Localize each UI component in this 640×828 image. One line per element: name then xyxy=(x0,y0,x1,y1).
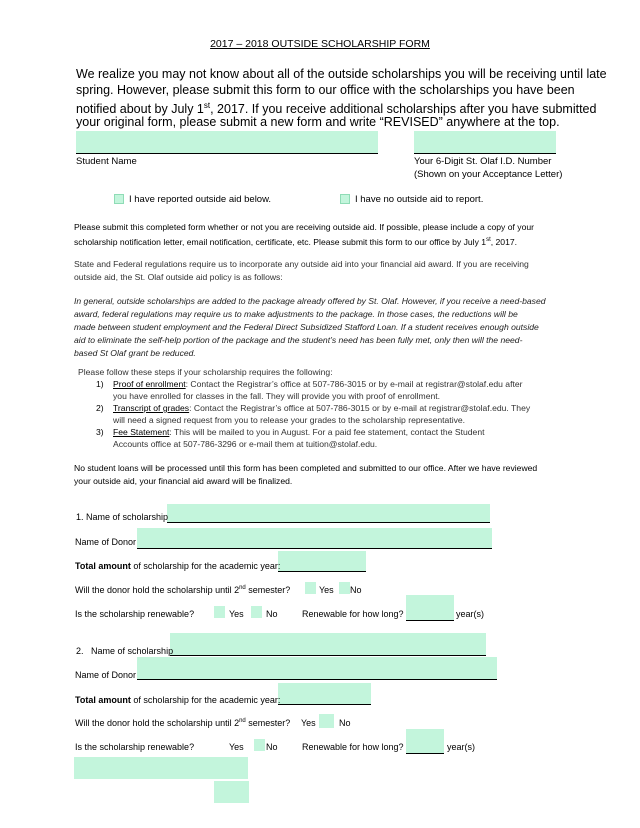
step-3-line-2: Accounts office at 507-786-3296 or e-mail them at tuition@stolaf.edu. xyxy=(113,439,378,449)
s1-hold-question: Will the donor hold the scholarship until 2nd semester? xyxy=(75,585,291,595)
s1-renew-no-label: No xyxy=(266,609,278,619)
s1-amount-field[interactable] xyxy=(278,551,366,571)
step-2-number: 2) xyxy=(96,403,104,413)
step-1-number: 1) xyxy=(96,379,104,389)
student-name-field[interactable] xyxy=(76,131,378,153)
student-id-label: Your 6-Digit St. Olaf I.D. Number xyxy=(414,156,552,167)
step-3-line-1: Fee Statement: This will be mailed to you in August. For a paid fee statement, contact the Student xyxy=(113,427,485,437)
step-1-line-1: Proof of enrollment: Contact the Registrar’s office at 507-786-3015 or by e-mail at registrar@stolaf.edu after xyxy=(113,379,523,389)
s1-hold-yes-box[interactable] xyxy=(305,582,316,594)
regs-line-2: outside aid, the St. Olaf outside aid policy is as follows: xyxy=(74,272,283,282)
student-name-line xyxy=(76,153,378,154)
s2-name-line xyxy=(170,655,486,656)
step-3-number: 3) xyxy=(96,427,104,437)
policy-line-5: based St Olaf grant be reduced. xyxy=(74,348,196,358)
s1-renew-no-box[interactable] xyxy=(251,606,262,618)
step-1-line-2: you have enrolled for classes in the fall. They will provide you with proof of enrollment. xyxy=(113,391,441,401)
s2-amount-field[interactable] xyxy=(278,683,371,704)
s2-donor-line xyxy=(137,679,497,680)
s1-donor-label: Name of Donor xyxy=(75,537,137,547)
policy-line-1: In general, outside scholarships are added to the package already offered by St. Olaf. However, if you receive a need-based xyxy=(74,296,546,306)
s1-donor-field[interactable] xyxy=(137,528,492,548)
no-aid-label: I have no outside aid to report. xyxy=(355,194,484,205)
s1-hold-no-box[interactable] xyxy=(339,582,350,594)
s1-renew-length-label: Renewable for how long? xyxy=(302,609,404,619)
intro-line-2: spring. However, please submit this form to our office with the scholarships you have been xyxy=(76,83,575,97)
s2-renew-yes-label: Yes xyxy=(229,742,244,752)
step-2-line-1: Transcript of grades: Contact the Registrar’s office at 507-786-3015 or by e-mail at registrar@stolaf.edu. They xyxy=(113,403,531,413)
s2-scholarship-name-field[interactable] xyxy=(170,633,486,655)
intro-line-4: your original form, please submit a new form and write “REVISED” anywhere at the top. xyxy=(76,115,560,129)
s2-amount-label: Total amount of scholarship for the academic year: xyxy=(75,695,281,705)
s1-hold-yes-label: Yes xyxy=(319,585,334,595)
s2-renew-length-label: Renewable for how long? xyxy=(302,742,404,752)
s1-renew-yes-label: Yes xyxy=(229,609,244,619)
submit-note-line-2: scholarship notification letter, email notification, certificate, etc. Please submit this form to our office by July 1st, 2017. xyxy=(74,236,518,247)
intro-line-1: We realize you may not know about all of the outside scholarships you will be receiving until late xyxy=(76,67,607,81)
s2-hold-no-label: No xyxy=(339,718,351,728)
policy-line-2: award, federal regulations may require us to make adjustments to the package. In those cases, the reductions will be xyxy=(74,309,518,319)
s2-donor-field[interactable] xyxy=(137,657,497,679)
s1-donor-line xyxy=(137,548,492,549)
reported-aid-label: I have reported outside aid below. xyxy=(129,194,272,205)
extra-field-1[interactable] xyxy=(74,757,248,779)
regs-line-1: State and Federal regulations require us to incorporate any outside aid into your financial aid award. If you are receiving xyxy=(74,259,529,269)
no-loans-line-2: your outside aid, your financial aid award will be finalized. xyxy=(74,476,293,486)
s2-renew-length-field[interactable] xyxy=(406,729,444,753)
student-id-field[interactable] xyxy=(414,131,556,153)
step-2-line-2: will need a signed request from you to release your grades to the scholarship representative. xyxy=(113,415,466,425)
s2-years-label: year(s) xyxy=(447,742,476,752)
s2-renew-no-label: No xyxy=(266,742,278,752)
s2-renew-yes-box[interactable] xyxy=(254,739,265,751)
s1-years-label: year(s) xyxy=(456,609,485,619)
s2-hold-yes-label: Yes xyxy=(301,718,316,728)
s1-renew-question: Is the scholarship renewable? xyxy=(75,609,195,619)
student-id-line xyxy=(414,153,556,154)
s2-amount-line xyxy=(278,704,371,705)
s2-donor-label: Name of Donor xyxy=(75,670,137,680)
s2-renew-length-line xyxy=(406,753,444,754)
extra-field-2[interactable] xyxy=(214,781,249,803)
steps-intro: Please follow these steps if your scholarship requires the following: xyxy=(78,367,333,377)
no-aid-checkbox[interactable] xyxy=(340,194,350,204)
s2-name-label: 2. Name of scholarship xyxy=(76,646,174,656)
submit-note-line-1: Please submit this completed form whether or not you are receiving outside aid. If possible, please include a copy of your xyxy=(74,222,535,232)
s2-hold-yes-box[interactable] xyxy=(319,714,334,728)
s1-scholarship-name-field[interactable] xyxy=(167,504,490,522)
s1-renew-length-field[interactable] xyxy=(406,595,454,620)
reported-aid-checkbox[interactable] xyxy=(114,194,124,204)
s1-renew-yes-box[interactable] xyxy=(214,606,225,618)
policy-line-3: made between student employment and the Federal Direct Subsidized Stafford Loan. If a student receives enough outside xyxy=(74,322,539,332)
s1-amount-label: Total amount of scholarship for the academic year: xyxy=(75,561,281,571)
policy-line-4: aid to eliminate the self-help portion of the package and the student’s need has been fully met, only then will the need- xyxy=(74,335,523,345)
intro-line-3: notified about by July 1st, 2017. If you receive additional scholarships after you have submitted xyxy=(76,101,597,117)
s2-hold-question: Will the donor hold the scholarship until 2nd semester? xyxy=(75,718,291,728)
s1-hold-no-label: No xyxy=(350,585,362,595)
s1-name-line xyxy=(167,522,490,523)
s1-amount-line xyxy=(278,571,366,572)
no-loans-line-1: No student loans will be processed until this form has been completed and submitted to our office. After we have reviewed xyxy=(74,463,538,473)
form-title: 2017 – 2018 OUTSIDE SCHOLARSHIP FORM xyxy=(210,38,430,50)
student-name-label: Student Name xyxy=(76,156,137,167)
s1-renew-length-line xyxy=(406,620,454,621)
s1-name-label: 1. Name of scholarship xyxy=(76,512,169,522)
student-id-hint: (Shown on your Acceptance Letter) xyxy=(414,169,563,180)
s2-renew-question: Is the scholarship renewable? xyxy=(75,742,195,752)
